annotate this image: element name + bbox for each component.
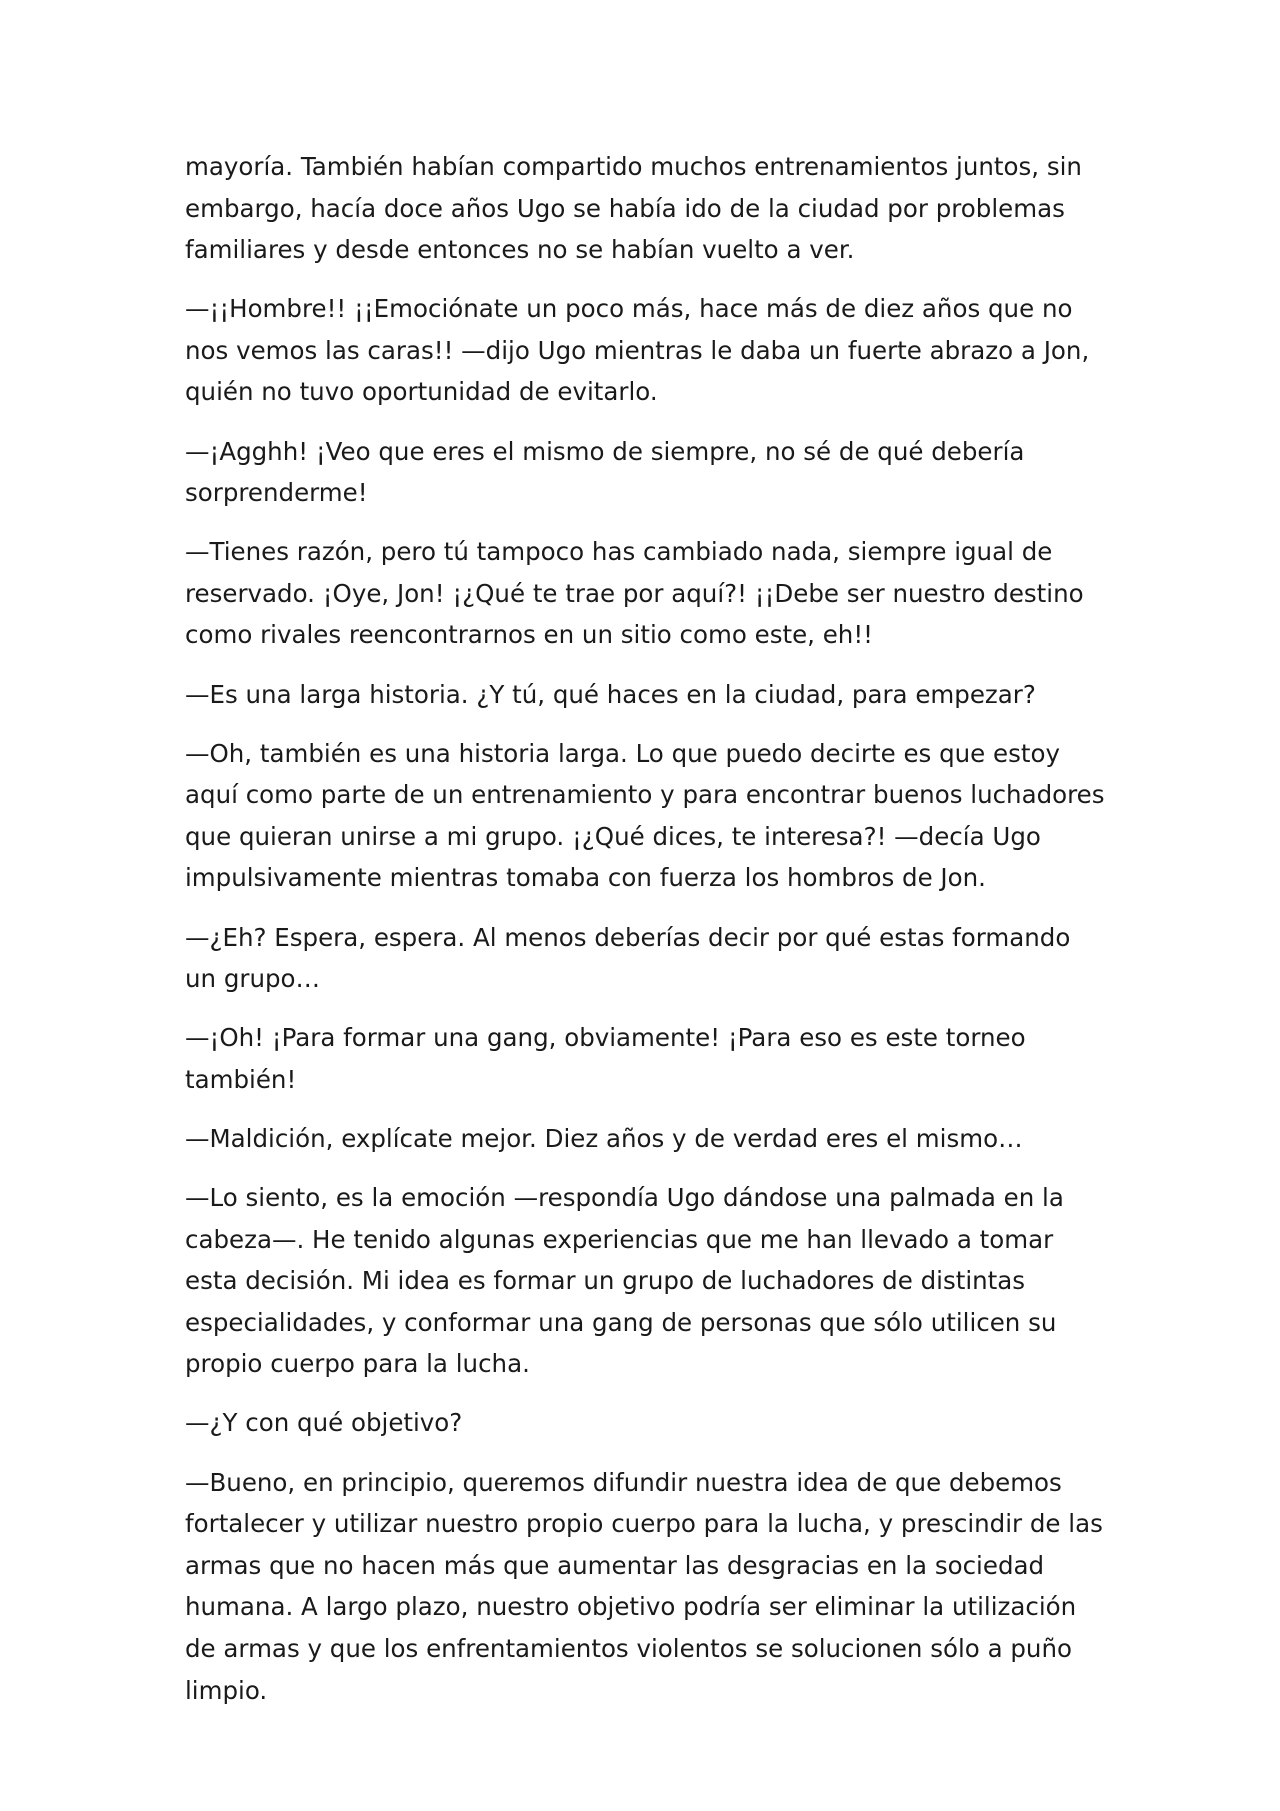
paragraph-5: —Es una larga historia. ¿Y tú, qué haces en la ciudad, para empezar?: [185, 679, 1036, 709]
paragraph-12: —Bueno, en principio, queremos difundir nuestra idea de que debemos fortalecer y utilizar nuestro propio cuerpo para la lucha, y prescindir de las armas que no hacen más que aumentar las desgracias en la sociedad humana. A largo plazo, nuestro objetivo podría ser eliminar la utilización de armas y que los enfrentamientos violentos se solucionen sólo a puño limpio.: [185, 1467, 1103, 1705]
paragraph-1: mayoría. También habían compartido muchos entrenamientos juntos, sin embargo, hacía doce años Ugo se había ido de la ciudad por problemas familiares y desde entonces no se habían vuelto a ver.: [185, 152, 1082, 265]
paragraph-10: —Lo siento, es la emoción —respondía Ugo dándose una palmada en la cabeza—. He tenido algunas experiencias que me han llevado a tomar esta decisión. Mi idea es formar un grupo de luchadores de distintas especialidades, y conformar una gang de personas que sólo utilicen su propio cuerpo para la lucha.: [185, 1182, 1064, 1379]
paragraph-3: —¡Agghh! ¡Veo que eres el mismo de siempre, no sé de qué debería sorprenderme!: [185, 436, 1025, 508]
paragraph-8: —¡Oh! ¡Para formar una gang, obviamente! ¡Para eso es este torneo también!: [185, 1023, 1026, 1094]
document-body: [185, 146, 1105, 1729]
paragraph-6: —Oh, también es una historia larga. Lo que puedo decirte es que estoy aquí como parte de un entrenamiento y para encontrar buenos luchadores que quieran unirse a mi grupo. ¡¿Qué dices, te interesa?! —decía Ugo impulsivamente mientras tomaba con fuerza los hombros de Jon.: [185, 738, 1105, 893]
paragraph-11: —¿Y con qué objetivo?: [185, 1408, 463, 1438]
paragraph-9: —Maldición, explícate mejor. Diez años y de verdad eres el mismo…: [185, 1123, 1023, 1153]
paragraph-7: —¿Eh? Espera, espera. Al menos deberías decir por qué estas formando un grupo…: [185, 922, 1071, 994]
paragraph-4: —Tienes razón, pero tú tampoco has cambiado nada, siempre igual de reservado. ¡Oye, Jon! ¡¿Qué te trae por aquí?! ¡¡Debe ser nuestro destino como rivales reencontrarnos en un sitio como este, eh!!: [185, 537, 1084, 650]
paragraph-2: —¡¡Hombre!! ¡¡Emociónate un poco más, hace más de diez años que no nos vemos las caras!! —dijo Ugo mientras le daba un fuerte abrazo a Jon, quién no tuvo oportunidad de evitarlo.: [185, 294, 1090, 407]
